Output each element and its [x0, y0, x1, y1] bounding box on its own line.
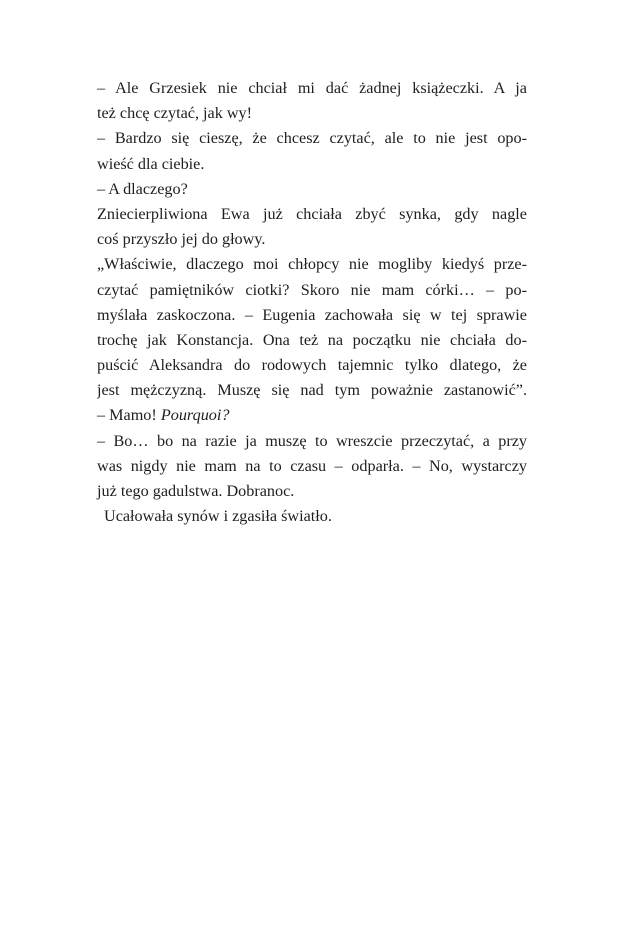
text-line-14 — [97, 403, 527, 428]
text-line-8: „Właściwie, dlaczego moi chłopcy nie mogliby kiedyś prze- — [97, 255, 527, 274]
text-line-10: myślała zaskoczona. – Eugenia zachowała się w tej sprawie — [97, 305, 527, 324]
text-line-16: was nigdy nie mam na to czasu – odparła. – No, wystarczy — [97, 456, 527, 475]
text-line-5: – A dlaczego? — [97, 179, 188, 198]
text-line-2: też chcę czytać, jak wy! — [97, 104, 253, 123]
text-line-12: puścić Aleksandra do rodowych tajemnic tylko dlatego, że — [97, 356, 527, 375]
text-line-6: Zniecierpliwiona Ewa już chciała zbyć synka, gdy nagle — [97, 204, 527, 223]
text-line-17: już tego gadulstwa. Dobranoc. — [97, 482, 295, 500]
text-line-1: – Ale Grzesiek nie chciał mi dać żadnej książeczki. A ja — [97, 79, 527, 97]
text-line-14-plain: – Mamo! — [97, 406, 161, 425]
text-line-4: wieść dla ciebie. — [97, 154, 205, 173]
text-line-18: Ucałowała synów i zgasiła światło. — [104, 507, 332, 526]
text-line-13: jest mężczyzną. Muszę się nad tym poważnie zastanowić”. — [97, 381, 527, 400]
body-text — [97, 76, 527, 529]
text-line-11: trochę jak Konstancja. Ona też na początku nie chciała do- — [97, 330, 527, 349]
text-line-15: – Bo… bo na razie ja muszę to wreszcie przeczytać, a przy — [97, 431, 527, 450]
text-line-7: coś przyszło jej do głowy. — [97, 230, 266, 249]
text-line-14-italic: Pourquoi? — [160, 406, 230, 425]
text-line-3: – Bardzo się cieszę, że chcesz czytać, ale to nie jest opo- — [97, 129, 527, 148]
text-line-9: czytać pamiętników ciotki? Skoro nie mam córki… – po- — [97, 280, 527, 299]
